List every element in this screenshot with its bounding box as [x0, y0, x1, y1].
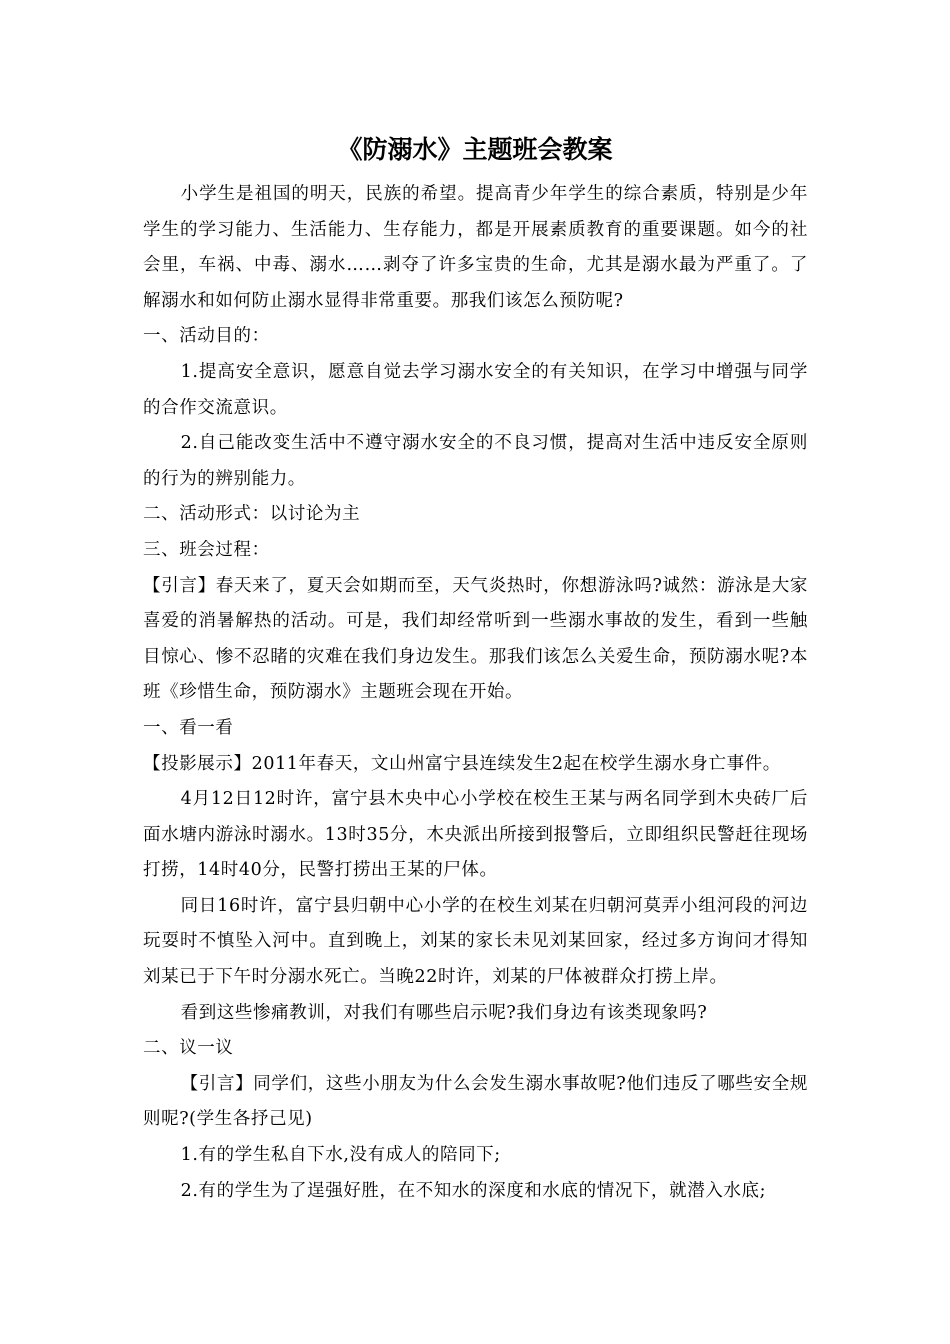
paragraph-intro: 小学生是祖国的明天，民族的希望。提高青少年学生的综合素质，特别是少年学生的学习能力、生活能力、生存能力，都是开展素质教育的重要课题。如今的社会里，车祸、中毒、溺水……剥夺了许多宝贵的生命，尤其是溺水最为严重了。了解溺水和如何防止溺水显得非常重要。那我们该怎么预防呢?: [143, 184, 808, 311]
paragraph-incident-2: 同日16时许，富宁县归朝中心小学的在校生刘某在归朝河莫弄小组河段的河边玩耍时不慎坠入河中。直到晚上，刘某的家长未见刘某回家，经过多方询问才得知刘某已于下午时分溺水死亡。当晚22时许，刘某的尸体被群众打捞上岸。: [143, 895, 808, 988]
heading-discuss: 二、议一议: [143, 1038, 234, 1059]
paragraph-discuss-intro: 【引言】同学们，这些小朋友为什么会发生溺水事故呢?他们违反了哪些安全规则呢?(学生各抒己见): [143, 1073, 808, 1130]
heading-activity-goal: 一、活动目的：: [143, 326, 270, 347]
paragraph-preface: 【引言】春天来了，夏天会如期而至，天气炎热时，你想游泳吗?诚然：游泳是大家喜爱的消暑解热的活动。可是，我们却经常听到一些溺水事故的发生，看到一些触目惊心、惨不忍睹的灾难在我们身边发生。那我们该怎么关爱生命，预防溺水呢?本班《珍惜生命，预防溺水》主题班会现在开始。: [143, 575, 808, 703]
paragraph-incident-1: 4月12日12时许，富宁县木央中心小学校在校生王某与两名同学到木央砖厂后面水塘内游泳时溺水。13时35分，木央派出所接到报警后，立即组织民警赶往现场打捞，14时40分，民警打捞出王某的尸体。: [143, 789, 808, 881]
paragraph-projection: 【投影展示】2011年春天，文山州富宁县连续发生2起在校学生溺水身亡事件。: [143, 753, 781, 774]
heading-activity-form: 二、活动形式：以讨论为主: [143, 504, 361, 525]
document-title: 《防溺水》主题班会教案: [337, 135, 613, 164]
paragraph-goal-2: 2.自己能改变生活中不遵守溺水安全的不良习惯，提高对生活中违反安全原则的行为的辨别能力。: [143, 433, 808, 489]
paragraph-reason-1: 1.有的学生私自下水,没有成人的陪同下;: [180, 1145, 501, 1166]
heading-look: 一、看一看: [143, 717, 234, 738]
paragraph-reflection: 看到这些惨痛教训，对我们有哪些启示呢?我们身边有该类现象吗?: [180, 1002, 708, 1023]
heading-class-process: 三、班会过程：: [143, 539, 270, 560]
document-body: [143, 177, 808, 1209]
paragraph-goal-1: 1.提高安全意识，愿意自觉去学习溺水安全的有关知识，在学习中增强与同学的合作交流意识。: [143, 361, 808, 418]
paragraph-reason-2: 2.有的学生为了逞强好胜，在不知水的深度和水底的情况下，就潜入水底;: [180, 1180, 767, 1201]
